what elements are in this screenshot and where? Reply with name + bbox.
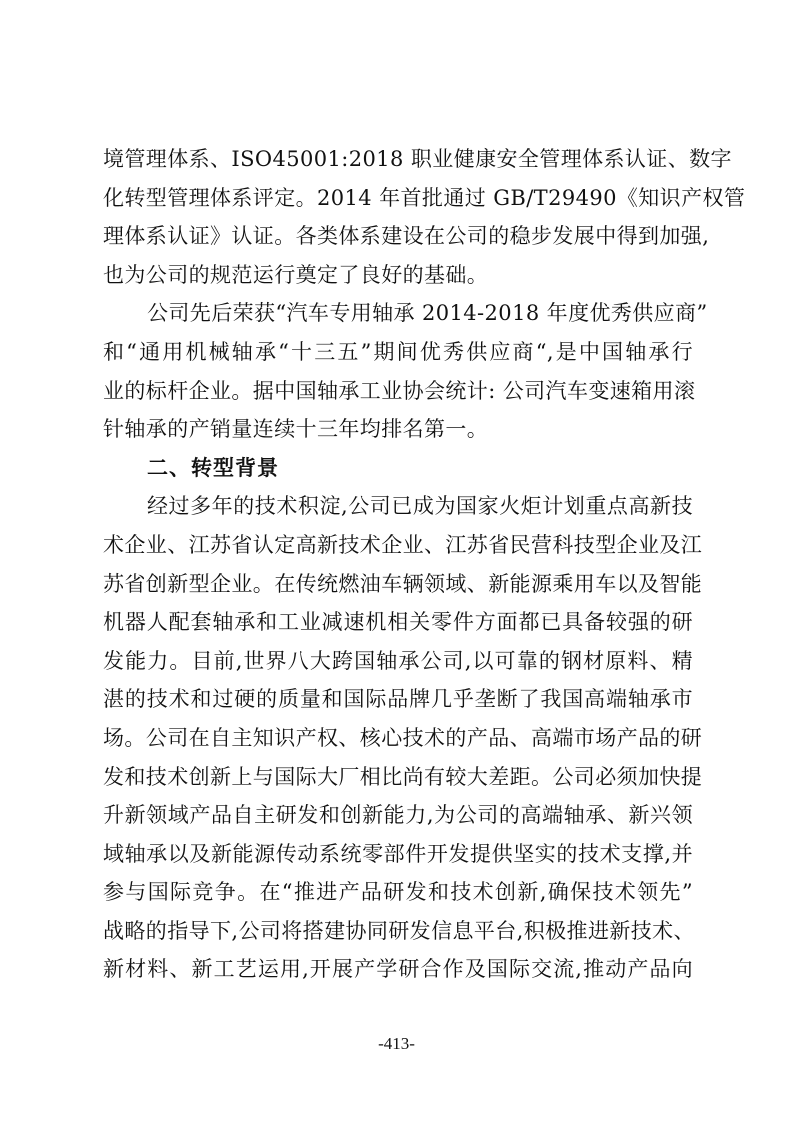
body-text [103,140,746,989]
text-line: 化转型管理体系评定。2014 年首批通过 GB/T29490《知识产权管 [103,185,746,210]
text-line: 升新领域产品自主研发和创新能力,为公司的高端轴承、新兴领 [103,803,693,828]
text-line: 战略的指导下,公司将搭建协同研发信息平台,积极推进新技术、 [103,918,695,943]
text-line: 经过多年的技术积淀,公司已成为国家火炬计划重点高新技 [147,494,693,519]
text-line: 业的标杆企业。据中国轴承工业协会统计: 公司汽车变速箱用滚 [103,378,696,403]
text-line: 也为公司的规范运行奠定了良好的基础。 [103,262,489,287]
section-heading: 二、转型背景 [147,455,279,480]
text-line: 湛的技术和过硬的质量和国际品牌几乎垄断了我国高端轴承市 [103,687,693,712]
page-number: -413- [378,1034,415,1053]
text-line: 发和技术创新上与国际大厂相比尚有较大差距。公司必须加快提 [103,764,703,789]
text-line: 苏省创新型企业。在传统燃油车辆领域、新能源乘用车以及智能 [103,571,703,596]
text-line: 新材料、新工艺运用,开展产学研合作及国际交流,推动产品向 [103,957,693,982]
text-line: 机器人配套轴承和工业减速机相关零件方面都已具备较强的研 [103,610,693,635]
text-line: 理体系认证》认证。各类体系建设在公司的稳步发展中得到加强, [103,224,710,249]
text-line: 和“通用机械轴承“十三五”期间优秀供应商“,是中国轴承行 [103,339,693,364]
text-line: 术企业、江苏省认定高新技术企业、江苏省民营科技型企业及江 [103,532,703,557]
text-line: 域轴承以及新能源传动系统零部件开发提供坚实的技术支撑,并 [103,841,693,866]
text-line: 发能力。目前,世界八大跨国轴承公司,以可靠的钢材原料、精 [103,648,693,673]
paragraph-3 [103,487,703,989]
text-line: 参与国际竞争。在“推进产品研发和技术创新,确保技术领先” [103,880,693,905]
paragraph-2 [103,294,708,448]
text-line: 场。公司在自主知识产权、核心技术的产品、高端市场产品的研 [103,725,703,750]
text-line: 境管理体系、ISO45001:2018 职业健康安全管理体系认证、数字 [103,147,732,171]
text-line: 公司先后荣获“汽车专用轴承 2014-2018 年度优秀供应商” [147,301,708,326]
text-line: 针轴承的产销量连续十三年均排名第一。 [103,417,489,442]
paragraph-1 [103,140,746,294]
